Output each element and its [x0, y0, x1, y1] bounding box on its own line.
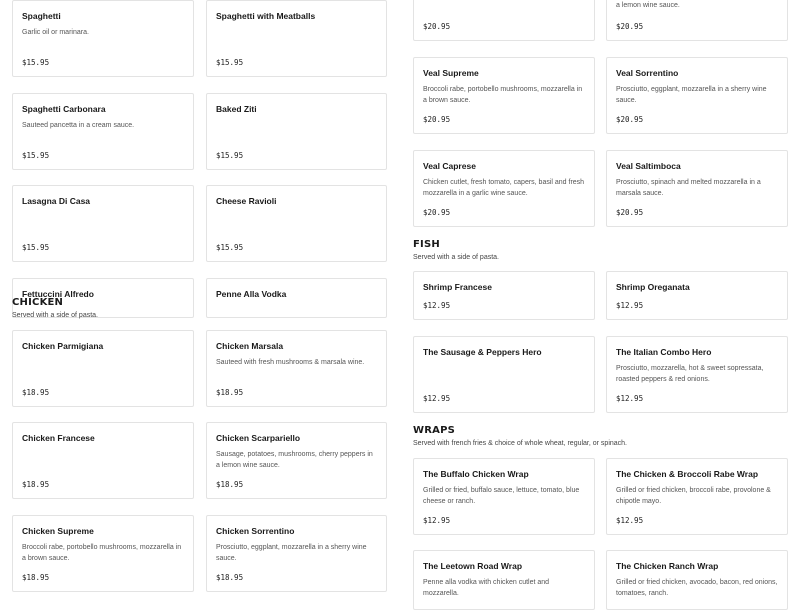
- item-price: $15.95: [216, 243, 244, 252]
- item-price: $12.95: [423, 516, 451, 525]
- item-description: Prosciutto, spinach and melted mozzarella in a marsala sauce.: [616, 179, 761, 197]
- menu-item-card[interactable]: [413, 0, 595, 41]
- menu-item-card[interactable]: [12, 0, 194, 77]
- item-price: $20.95: [423, 115, 451, 124]
- item-name: Baked Ziti: [216, 104, 257, 114]
- item-price: $15.95: [216, 151, 244, 160]
- item-description: Sauteed pancetta in a cream sauce.: [22, 122, 135, 129]
- menu-item-card[interactable]: [606, 57, 788, 134]
- item-name: Penne Alla Vodka: [216, 289, 287, 299]
- menu-item-card[interactable]: [206, 185, 387, 262]
- item-name: Fettuccini Alfredo: [22, 289, 94, 299]
- item-description: Penne alla vodka with chicken cutlet and mozzarella.: [423, 579, 550, 597]
- menu-item-card[interactable]: [413, 550, 595, 610]
- item-description: Garlic oil or marinara.: [22, 29, 89, 36]
- section-subtitle-chicken: Served with a side of pasta.: [12, 312, 98, 319]
- menu-item-card[interactable]: [206, 0, 387, 77]
- menu-item-card[interactable]: [206, 515, 387, 592]
- item-name: Chicken Sorrentino: [216, 526, 295, 536]
- item-description: a lemon wine sauce.: [616, 2, 680, 9]
- item-name: Spaghetti with Meatballs: [216, 11, 316, 21]
- item-description: Broccoli rabe, portobello mushrooms, mozzarella in a brown sauce.: [22, 544, 182, 562]
- menu-item-card[interactable]: [413, 336, 595, 413]
- item-description: Grilled or fried chicken, broccoli rabe, provolone & chipotle mayo.: [616, 487, 771, 505]
- item-name: The Italian Combo Hero: [616, 347, 712, 357]
- menu-item-card[interactable]: [206, 330, 387, 407]
- item-price: $18.95: [216, 388, 244, 397]
- section-subtitle-wraps: Served with french fries & choice of whole wheat, regular, or spinach.: [413, 440, 627, 447]
- item-description: Grilled or fried chicken, avocado, bacon, red onions, tomatoes, ranch.: [616, 579, 778, 597]
- item-name: Veal Supreme: [423, 68, 479, 78]
- menu-item-card[interactable]: [413, 271, 595, 320]
- item-name: Chicken Supreme: [22, 526, 94, 536]
- item-description: Sauteed with fresh mushrooms & marsala wine.: [216, 359, 365, 366]
- menu-item-card[interactable]: [606, 550, 788, 610]
- item-name: Chicken Marsala: [216, 341, 284, 351]
- item-name: Shrimp Francese: [423, 282, 492, 292]
- item-name: Shrimp Oreganata: [616, 282, 690, 292]
- item-name: Lasagna Di Casa: [22, 196, 91, 206]
- item-price: $18.95: [22, 388, 50, 397]
- item-description: Grilled or fried, buffalo sauce, lettuce, tomato, blue cheese or ranch.: [423, 487, 580, 505]
- item-name: Cheese Ravioli: [216, 196, 277, 206]
- menu-item-card[interactable]: [413, 458, 595, 535]
- item-price: $18.95: [216, 573, 244, 582]
- item-name: The Chicken & Broccoli Rabe Wrap: [616, 469, 759, 479]
- item-name: Spaghetti: [22, 11, 61, 21]
- item-name: The Buffalo Chicken Wrap: [423, 469, 529, 479]
- section-title-chicken: CHICKEN: [12, 297, 64, 308]
- menu-item-card[interactable]: [206, 278, 387, 318]
- item-price: $20.95: [616, 208, 644, 217]
- item-price: $20.95: [616, 22, 644, 31]
- item-name: Chicken Parmigiana: [22, 341, 104, 351]
- item-name: Veal Sorrentino: [616, 68, 679, 78]
- item-name: The Chicken Ranch Wrap: [616, 561, 719, 571]
- item-price: $15.95: [22, 58, 50, 67]
- section-title-wraps: WRAPS: [413, 425, 456, 436]
- item-name: Chicken Scarpariello: [216, 433, 301, 443]
- item-description: Prosciutto, eggplant, mozzarella in a sherry wine sauce.: [216, 544, 367, 562]
- item-price: $18.95: [22, 480, 50, 489]
- item-description: Prosciutto, eggplant, mozzarella in a sherry wine sauce.: [616, 86, 767, 104]
- item-price: $20.95: [423, 22, 451, 31]
- item-price: $12.95: [423, 394, 451, 403]
- menu-item-card[interactable]: [12, 185, 194, 262]
- menu-item-card[interactable]: [12, 93, 194, 170]
- menu-item-card[interactable]: [606, 458, 788, 535]
- item-price: $20.95: [423, 208, 451, 217]
- section-subtitle-fish: Served with a side of pasta.: [413, 254, 499, 261]
- item-name: Chicken Francese: [22, 433, 95, 443]
- item-description: Prosciutto, mozzarella, hot & sweet sopressata, roasted peppers & red onions.: [616, 365, 764, 383]
- item-name: The Sausage & Peppers Hero: [423, 347, 542, 357]
- menu-item-card[interactable]: [606, 150, 788, 227]
- menu-item-card[interactable]: [606, 271, 788, 320]
- section-title-fish: FISH: [413, 239, 440, 250]
- item-price: $12.95: [423, 301, 451, 310]
- item-price: $15.95: [22, 151, 50, 160]
- item-price: $20.95: [616, 115, 644, 124]
- item-name: The Leetown Road Wrap: [423, 561, 523, 571]
- menu-item-card[interactable]: [12, 330, 194, 407]
- menu-item-card[interactable]: [606, 336, 788, 413]
- item-price: $12.95: [616, 516, 644, 525]
- item-description: Sausage, potatoes, mushrooms, cherry peppers in a lemon wine sauce.: [216, 451, 373, 469]
- item-price: $12.95: [616, 301, 644, 310]
- item-price: $15.95: [216, 58, 244, 67]
- item-name: Veal Saltimboca: [616, 161, 681, 171]
- menu-item-card[interactable]: [413, 150, 595, 227]
- item-name: Veal Caprese: [423, 161, 476, 171]
- menu-item-card[interactable]: [206, 422, 387, 499]
- item-price: $12.95: [616, 394, 644, 403]
- item-price: $15.95: [22, 243, 50, 252]
- menu-item-card[interactable]: [206, 93, 387, 170]
- item-name: Spaghetti Carbonara: [22, 104, 106, 114]
- menu-item-card[interactable]: [12, 515, 194, 592]
- item-price: $18.95: [22, 573, 50, 582]
- menu-item-card[interactable]: [12, 422, 194, 499]
- menu-item-card[interactable]: [606, 0, 788, 41]
- item-description: Chicken cutlet, fresh tomato, capers, basil and fresh mozzarella in a garlic wine sauce.: [423, 179, 585, 197]
- menu-item-card[interactable]: [413, 57, 595, 134]
- item-price: $18.95: [216, 480, 244, 489]
- item-description: Broccoli rabe, portobello mushrooms, mozzarella in a brown sauce.: [423, 86, 583, 104]
